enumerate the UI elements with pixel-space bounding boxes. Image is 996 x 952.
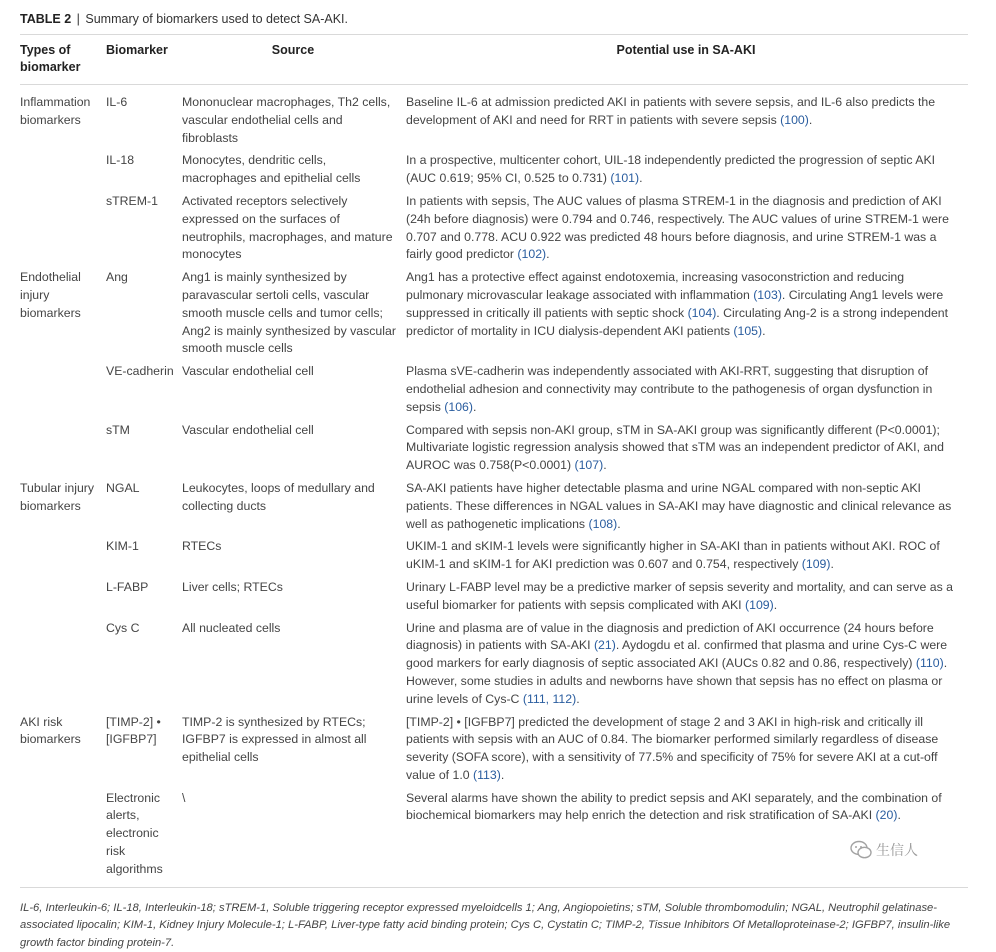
use-text: . Circulating Ang1 levels were suppressed in critically ill patients with septic shock	[406, 287, 944, 320]
cell-type: Tubular injury biomarkers	[20, 480, 95, 513]
citation-link[interactable]: (108)	[585, 516, 618, 531]
use-text: Urine and plasma are of value in the diagnosis and prediction of AKI occurrence (24 hours before diagnosis) in patients with SA-AKI	[406, 620, 934, 653]
citation-link[interactable]: (109)	[741, 597, 774, 612]
cell-use	[406, 85, 968, 148]
cell-use	[406, 709, 968, 785]
cell-biomarker: KIM-1	[106, 539, 139, 554]
citation-link[interactable]: (111, 112)	[519, 691, 577, 706]
cell-type	[20, 358, 106, 416]
table-caption	[20, 10, 968, 28]
table-row	[20, 358, 968, 416]
cell-source: Mononuclear macrophages, Th2 cells, vascular endothelial cells and fibroblasts	[182, 95, 391, 145]
table-row	[20, 574, 968, 615]
cell-biomarker: sTREM-1	[106, 193, 158, 208]
citation-link[interactable]: (100)	[776, 112, 809, 127]
use-text: UKIM-1 and sKIM-1 levels were significantly higher in SA-AKI than in patients without AKI. ROC of uKIM-1 and sKIM-1 for AKI prediction was 0.607 and 0.754, respectively	[406, 539, 940, 572]
use-text: Urinary L-FABP level may be a predictive marker of sepsis severity and mortality, and can serve as a useful biomarker for patients with sepsis complicated with AKI	[406, 579, 953, 612]
table-row	[20, 709, 968, 785]
use-text: .	[762, 323, 766, 338]
cell-biomarker: IL-18	[106, 153, 135, 168]
use-text: .	[576, 691, 580, 706]
table-row	[20, 417, 968, 475]
header-source: Source	[182, 35, 406, 85]
table-row	[20, 615, 968, 709]
use-text: Baseline IL-6 at admission predicted AKI in patients with severe sepsis, and IL-6 also predicts the development of AKI and need for RRT in patients with severe sepsis	[406, 95, 936, 127]
cell-source: Leukocytes, loops of medullary and collecting ducts	[182, 480, 375, 513]
citation-link[interactable]: (109)	[798, 557, 831, 572]
use-text: .	[808, 112, 813, 127]
cell-use	[406, 264, 968, 358]
use-text: .	[639, 171, 643, 186]
citation-link[interactable]: (105)	[729, 323, 763, 338]
table-body	[20, 85, 968, 888]
table-row	[20, 475, 968, 533]
cell-use	[406, 147, 968, 188]
biomarker-table	[20, 34, 968, 888]
cell-source: TIMP-2 is synthesized by RTECs; IGFBP7 is expressed in almost all epithelial cells	[182, 714, 367, 765]
cell-type: Endothelial injury biomarkers	[20, 270, 81, 320]
cell-type: AKI risk biomarkers	[20, 714, 81, 747]
cell-use	[406, 533, 968, 574]
cell-biomarker: Cys C	[106, 620, 140, 635]
citation-link[interactable]: (104)	[684, 305, 717, 320]
use-text: .	[603, 458, 607, 473]
watermark	[850, 838, 950, 862]
cell-type	[20, 785, 106, 887]
caption-separator: |	[76, 12, 80, 26]
use-text: .	[500, 767, 505, 782]
use-text: .	[897, 808, 901, 823]
citation-link[interactable]: (20)	[872, 808, 898, 823]
table-row	[20, 85, 968, 148]
cell-use	[406, 417, 968, 475]
use-text: .	[830, 557, 834, 572]
cell-source: Monocytes, dendritic cells, macrophages and epithelial cells	[182, 153, 361, 186]
cell-biomarker: Electronic alerts, electronic risk algorithms	[106, 785, 182, 887]
cell-biomarker: sTM	[106, 422, 130, 437]
cell-biomarker: L-FABP	[106, 579, 149, 594]
wechat-logo-icon	[850, 840, 872, 860]
use-text: In patients with sepsis, The AUC values of plasma STREM-1 in the diagnosis and prediction of AKI (24h before diagnosis) were 0.794 and 0.746, respectively. The AUC values of urine STREM-1 were 0.707 and 0.778. ACU 0.922 was predicted 48 hours before diagnosis, and urine STREM-1 was a fairly good predictor	[406, 193, 949, 262]
cell-type	[20, 188, 106, 264]
cell-type	[20, 533, 106, 574]
cell-use	[406, 475, 968, 533]
citation-link[interactable]: (110)	[912, 656, 944, 671]
header-use: Potential use in SA-AKI	[406, 35, 968, 85]
use-text: .	[546, 247, 550, 262]
cell-type	[20, 615, 106, 709]
cell-use	[406, 188, 968, 264]
use-text: Ang1 has a protective effect against endotoxemia, increasing vasoconstriction and reducing pulmonary microvascular leakage associated with inflammation	[406, 270, 905, 302]
cell-source: Vascular endothelial cell	[182, 364, 314, 379]
cell-source: Vascular endothelial cell	[182, 422, 314, 437]
use-text: .	[773, 597, 778, 612]
use-text: . Aydogdu et al. confirmed that plasma and urine Cys-C were good markers for early diagnosis of septic associated AKI (AUCs 0.82 and 0.86, respectively)	[406, 638, 948, 671]
watermark-text: 生信人	[876, 842, 918, 858]
cell-biomarker: [TIMP-2] • [IGFBP7]	[106, 714, 161, 747]
table-row	[20, 147, 968, 188]
citation-link[interactable]: (103)	[749, 287, 782, 302]
cell-type: Inflammation biomarkers	[20, 95, 91, 127]
cell-use	[406, 574, 968, 615]
citation-link[interactable]: (113)	[469, 767, 501, 782]
cell-source: Liver cells; RTECs	[182, 579, 283, 594]
table-row	[20, 188, 968, 264]
use-text: .	[472, 399, 477, 414]
use-text: SA-AKI patients have higher detectable plasma and urine NGAL compared with non-septic AKI patients. These differences in NGAL values in SA-AKI may have diagnostic and clinical relevance as well as pathogenetic implications	[406, 480, 952, 531]
cell-type	[20, 574, 106, 615]
cell-source: RTECs	[182, 539, 222, 554]
cell-biomarker: IL-6	[106, 95, 128, 109]
header-biomarker: Biomarker	[106, 35, 182, 85]
table-row	[20, 264, 968, 358]
use-text: Plasma sVE-cadherin was independently associated with AKI-RRT, suggesting that disruption of endothelial adhesion and connectivity may contribute to the pathogenesis of organ dysfunction in sepsis	[406, 364, 933, 414]
table-row	[20, 785, 968, 887]
cell-source: All nucleated cells	[182, 620, 281, 635]
caption-text: Summary of biomarkers used to detect SA-AKI.	[85, 12, 348, 26]
cell-biomarker: VE-cadherin	[106, 364, 174, 379]
citation-link[interactable]: (101)	[606, 171, 640, 186]
cell-source: Ang1 is mainly synthesized by paravascular sertoli cells, vascular smooth muscle cells and tumor cells; Ang2 is mainly synthesized by vascular smooth muscle cells	[182, 270, 396, 356]
use-text: [TIMP-2] • [IGFBP7] predicted the development of stage 2 and 3 AKI in high-risk and critically ill patients with sepsis with an AUC of 0.84. The biomarker performed similarly regardless of disease severity (SOFA score), with a sensitivity of 77.5% and specificity of 75% for severe AKI at a cut-off value of 1.0	[406, 714, 939, 782]
table-page	[20, 10, 968, 952]
citation-link[interactable]: (107)	[571, 458, 604, 473]
table-header-row	[20, 35, 968, 85]
cell-type	[20, 147, 106, 188]
cell-source: \	[182, 785, 406, 887]
use-text: In a prospective, multicenter cohort, UIL-18 independently predicted the progression of septic AKI (AUC 0.619; 95% CI, 0.525 to 0.731)	[406, 153, 936, 186]
cell-biomarker: Ang	[106, 270, 128, 285]
cell-type	[20, 417, 106, 475]
table-footnote: IL-6, Interleukin-6; IL-18, Interleukin-18; sTREM-1, Soluble triggering receptor expressed myeloidcells 1; Ang, Angiopoietins; sTM, Soluble thrombomodulin; NGAL, Neutrophil gelatinase-associated lipocalin; KIM-1, Kidney Injury Molecule-1; L-FABP, Liver-type fatty acid binding protein; Cys C, Cystatin C; TIMP-2, Tissue Inhibitors Of Metalloproteinase-2; IGFBP7, insulin-like growth factor binding protein-7.	[20, 901, 951, 949]
citation-link[interactable]: (106)	[440, 399, 473, 414]
cell-use	[406, 615, 968, 709]
table-row	[20, 533, 968, 574]
citation-link[interactable]: (102)	[514, 247, 547, 262]
table-label: TABLE 2	[20, 12, 72, 26]
use-text: .	[617, 516, 621, 531]
citation-link[interactable]: (21)	[590, 638, 616, 653]
use-text: . Circulating Ang-2 is a strong independent predictor of mortality in ICU dialysis-dependent AKI patients	[406, 305, 949, 338]
cell-use	[406, 358, 968, 416]
cell-source: Activated receptors selectively expressed on the surfaces of neutrophils, macrophages, and mature monocytes	[182, 193, 393, 262]
cell-use	[406, 785, 968, 887]
cell-biomarker: NGAL	[106, 480, 140, 495]
header-type: Types of biomarker	[20, 35, 106, 85]
use-text: . However, some studies in adults and newborns have shown that sepsis has no effect on plasma or urine levels of Cys-C	[406, 656, 948, 706]
use-text: Compared with sepsis non-AKI group, sTM in SA-AKI group was significantly different (P<0.0001); Multivariate logistic regression analysis showed that sTM was an independent predictor of AKI, and AUROC was 0.758(P<0.0001)	[406, 422, 944, 473]
use-text: Several alarms have shown the ability to predict sepsis and AKI separately, and the combination of biochemical biomarkers may help enrich the detection and risk stratification of SA-AKI	[406, 790, 942, 823]
